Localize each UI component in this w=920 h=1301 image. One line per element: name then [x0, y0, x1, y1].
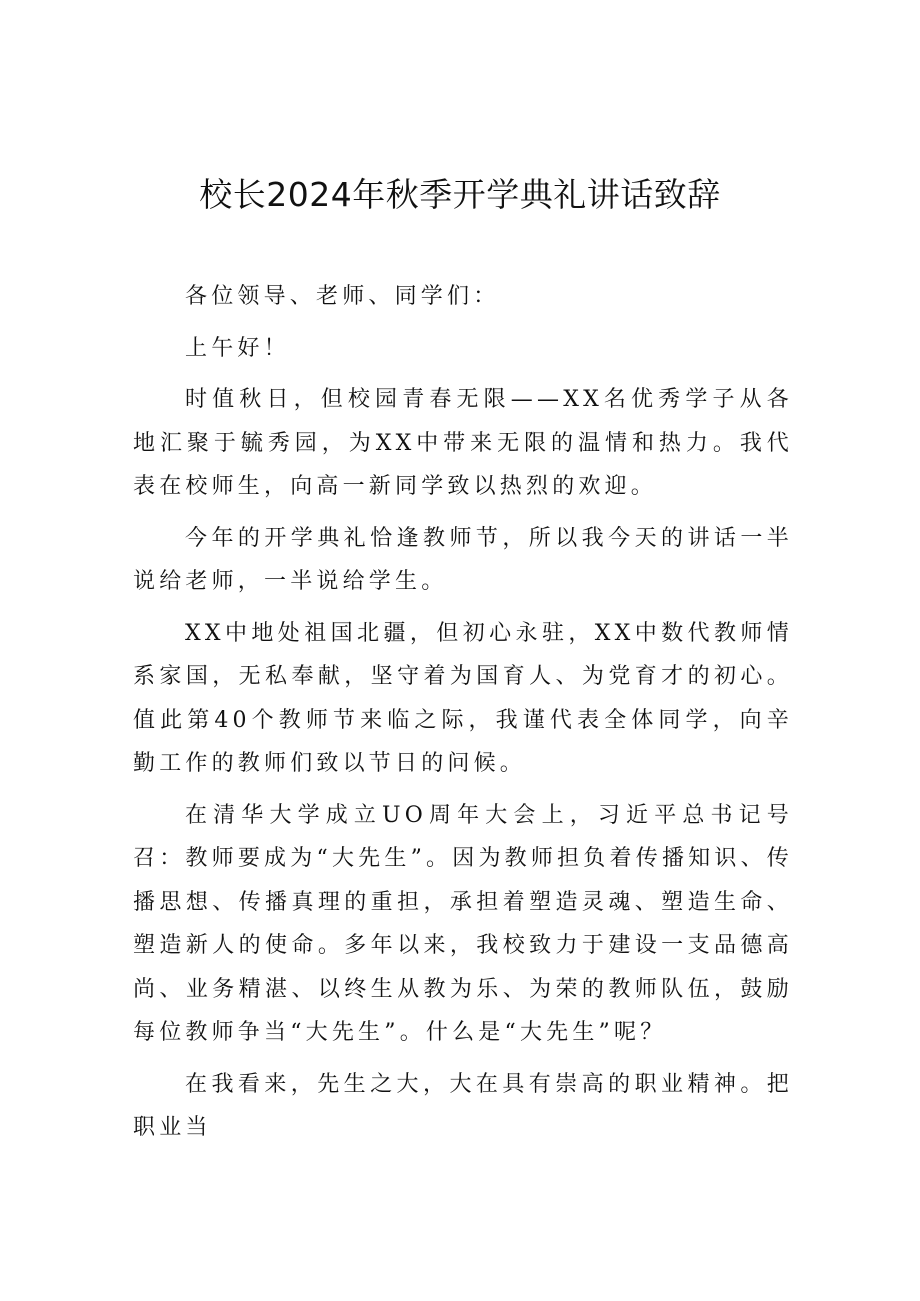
paragraph-greeting: 上午好！ [185, 335, 290, 361]
paragraph-professional-spirit: 在我看来，先生之大，大在具有崇高的职业精神。把职业当 [133, 1071, 793, 1140]
paragraph-greetings-to-teachers: XX中地处祖国北疆，但初心永驻，XX中数代教师情系家国，无私奉献，坚守着为国育人、为党育才的初心。值此第40个教师节来临之际，我谨代表全体同学，向辛勤工作的教师们致以节日的问候。 [133, 620, 793, 776]
document-body [133, 275, 793, 1158]
paragraph-welcome: 时值秋日，但校园青春无限——XX名优秀学子从各地汇聚于毓秀园，为XX中带来无限的温情和热力。我代表在校师生，向高一新同学致以热烈的欢迎。 [133, 387, 793, 499]
paragraph-teachers-day: 今年的开学典礼恰逢教师节，所以我今天的讲话一半说给老师，一半说给学生。 [133, 525, 793, 594]
document-title: 校长2024年秋季开学典礼讲话致辞 [199, 175, 721, 214]
paragraph-salutation: 各位领导、老师、同学们： [185, 284, 500, 309]
paragraph-great-teacher: 在清华大学成立UO周年大会上，习近平总书记号召：教师要成为“大先生”。因为教师担负着传播知识、传播思想、传播真理的重担，承担着塑造灵魂、塑造生命、塑造新人的使命。多年以来，我校致力于建设一支品德高尚、业务精湛、以终生从教为乐、为荣的教师队伍，鼓励每位教师争当“大先生”。什么是“大先生”呢？ [133, 802, 793, 1045]
